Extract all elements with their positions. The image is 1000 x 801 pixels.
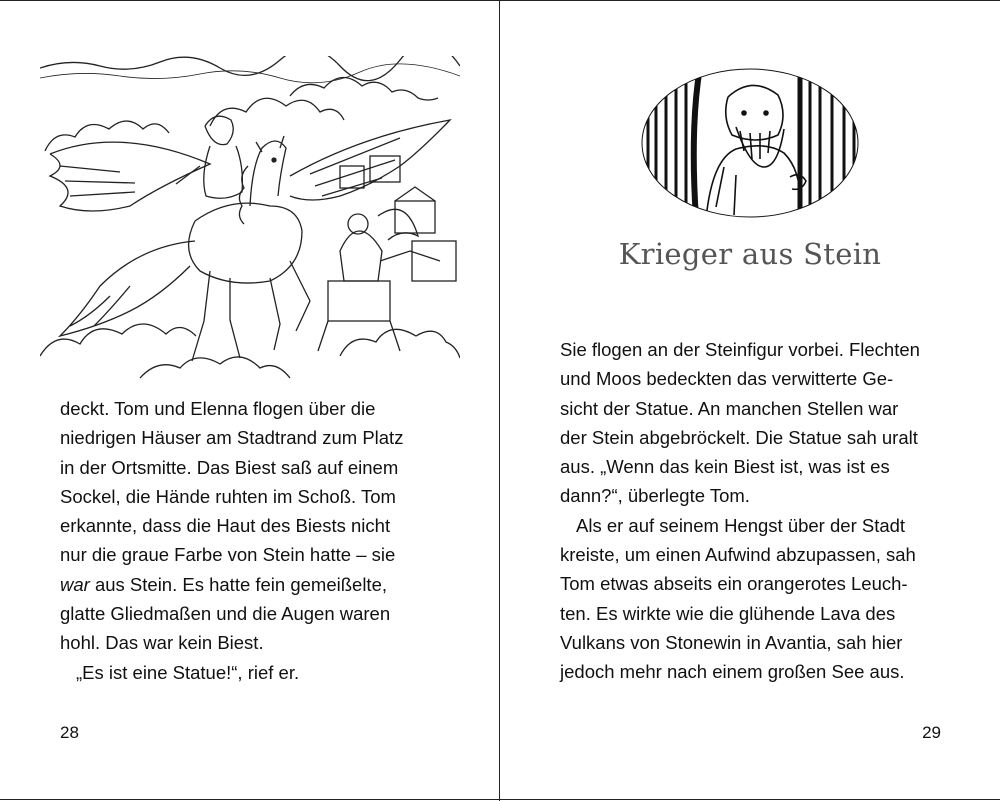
text-line: ten. Es wirkte wie die glühende Lava des [560,602,896,624]
text-line: sicht der Statue. An manchen Stellen war [560,397,899,419]
page-number-right: 29 [922,723,941,742]
text-line: hohl. Das war kein Biest. [60,632,264,654]
text-fragment: aus Stein. Es hatte fein gemeißelte, [89,573,388,595]
page-right [500,1,1000,801]
text-line: niedrigen Häuser am Stadtrand zum Platz [60,427,404,449]
text-line: Sockel, die Hände ruhten im Schoß. Tom [60,485,396,507]
text-line: dann?“, überlegte Tom. [560,485,750,507]
text-line: in der Ortsmitte. Das Biest saß auf einem [60,456,399,478]
text-line: Als er auf seinem Hengst über der Stadt [576,514,906,536]
text-line: nur die graue Farbe von Stein hatte – sie [60,544,396,566]
text-line: Tom etwas abseits ein orangerotes Leuch- [560,573,908,595]
text-line [60,570,403,599]
text-line: „Es ist eine Statue!“, rief er. [76,661,300,683]
winged-horse-illustration-icon [40,56,460,381]
emphasis-word: war [60,573,90,595]
text-line: Vulkans von Stonewin in Avantia, sah hier [560,631,903,653]
bearded-man-vignette-icon [640,67,860,219]
text-line: jedoch mehr nach einem großen See aus. [560,661,905,683]
right-page-text [560,335,920,687]
text-line: der Stein abgebröckelt. Die Statue sah uralt [560,426,918,448]
left-page-text [60,394,403,687]
page-number-left: 28 [60,723,79,742]
text-line: Sie flogen an der Steinfigur vorbei. Flechten [560,339,920,360]
text-line: und Moos bedeckten das verwitterte Ge- [560,368,894,390]
page-left [0,1,499,801]
text-line: glatte Gliedmaßen und die Augen waren [60,603,391,625]
chapter-title: Krieger aus Stein [618,237,882,271]
text-line: erkannte, dass die Haut des Biests nicht [60,515,391,537]
text-line: aus. „Wenn das kein Biest ist, was ist es [560,456,890,478]
text-line: deckt. Tom und Elenna flogen über die [60,398,376,419]
text-line: kreiste, um einen Aufwind abzupassen, sah [560,544,916,566]
